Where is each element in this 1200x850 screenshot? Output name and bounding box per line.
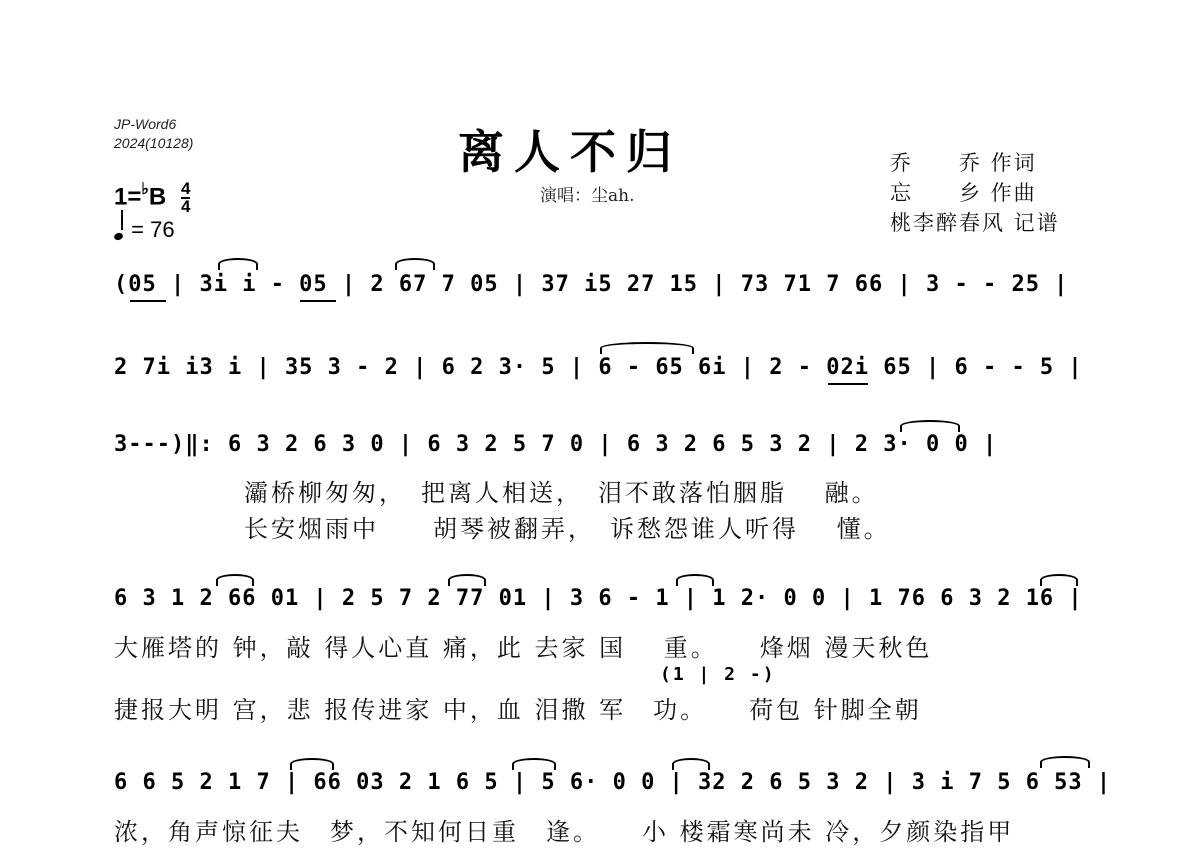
lyric-verse-2: 长安烟雨中 胡琴被翻弄， 诉愁怨谁人听得 懂。 [244,515,891,543]
transcriber-credit: 桃李醉春风 记谱 [890,211,1060,235]
lyric-verse-2: 捷报大明 宫，悲 报传进家 中，血 泪撒 军 功。 荷包 针脚全朝 [114,696,922,724]
song-title: 离人不归 [458,125,682,179]
score-row-1: (05 | 3i i - 05 | 2 67 7 05 | 37 i5 27 15 | 73 71 7 66 | 3 - - 25 | [114,272,1069,297]
flat-icon: ♭ [141,181,149,199]
quarter-note-stem [121,210,123,230]
underline-beam [130,300,166,302]
tempo-value: = 76 [131,217,175,242]
key-note: B [148,183,167,211]
singer-credit: 演唱：尘ah. [540,186,635,206]
slur-mark [218,258,258,270]
slur-mark [512,758,556,770]
time-signature [181,181,190,215]
quarter-note-icon [113,232,124,242]
lyricist-credit: 乔 乔 作词 [890,151,1037,175]
composer-credit: 忘 乡 作曲 [890,181,1037,205]
time-numerator: 4 [180,179,191,198]
lyric-verse-1: 大雁塔的 钟，敲 得人心直 痛，此 去家 国 重。 烽烟 漫天秋色 [114,634,933,662]
volta-bracket: (1 | 2 -) [660,664,776,685]
slur-mark [1040,756,1090,768]
lyric-verse-1: 灞桥柳匆匆， 把离人相送， 泪不敢落怕胭脂 融。 [244,479,879,507]
key-signature [114,181,190,215]
slur-mark [676,574,714,586]
time-denominator: 4 [180,197,191,216]
slur-mark [448,574,486,586]
score-row-4: 6 3 1 2 66 01 | 2 5 7 2 77 01 | 3 6 - 1 | 1 2· 0 0 | 1 76 6 3 2 16 | [114,586,1083,611]
slur-mark [290,758,334,770]
score-row-3: 3---)‖: 6 3 2 6 3 0 | 6 3 2 5 7 0 | 6 3 2 6 5 3 2 | 2 3· 0 0 | [114,432,998,457]
tempo-marking [114,217,175,243]
software-version: 2024(10128) [114,135,194,151]
key-prefix: 1= [114,183,142,211]
slur-mark [600,342,694,354]
slur-mark [672,758,710,770]
software-name: JP-Word6 [114,116,177,132]
slur-mark [1040,574,1078,586]
slur-mark [395,258,435,270]
score-row-5: 6 6 5 2 1 7 | 66 03 2 1 6 5 | 5 6· 0 0 | 32 2 6 5 3 2 | 3 i 7 5 6 53 | [114,770,1112,795]
score-row-2: 2 7i i3 i | 35 3 - 2 | 6 2 3· 5 | 6 - 65 6i | 2 - 02i 65 | 6 - - 5 | [114,355,1083,380]
underline-beam [828,383,868,385]
slur-mark [216,574,254,586]
slur-mark [900,420,960,432]
underline-beam [300,300,336,302]
lyric-verse-1: 浓，角声惊征夫 梦，不知何日重 逢。 小 楼霜寒尚未 冷，夕颜染指甲 [114,818,1015,846]
